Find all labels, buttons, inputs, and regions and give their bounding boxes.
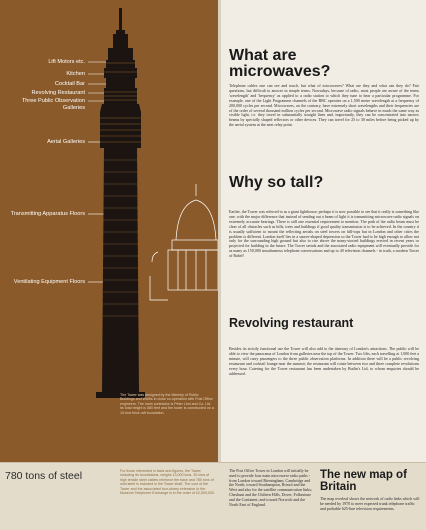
body-revolving-restaurant: Besides its strictly functional use the Tower will also add to the itinerary of London's attractions. The public will be able to view the panorama of London from galleries near the top of the Tower. Two lifts, each travelling at 1,000 feet a minute, will carry passengers to the three public observation platforms. In addition there will be a public revolving restaurant and cocktail lounge near the summit; the restaurant will rotate between two and three complete revolutions every hour. Catering for the Tower restaurant has been undertaken by Butlin's Ltd, to whom enquiries should be addressed.: [229, 346, 419, 376]
heading-revolving-restaurant: Revolving restaurant: [229, 316, 354, 330]
tower-illustration-panel: [0, 0, 218, 462]
body-microwaves: Telephone cables one can see and touch, but what of microwaves? What are they and what can they do? Fair questions, but difficult to answer in simple terms. Nowadays, because of radio, most people are aware of the terms 'wavelength' and 'frequency' as applied to a radio station to which they tune to hear a particular programme. For example, one of the Light Programme channels of the BBC operates on a 1,500 metre wavelength at a frequency of 200,000 cycles per second. Microwaves, on the contrary, have extremely short wavelengths and their frequencies are of the order of several thousand million cycles per second. Microwave radio signals behave in much the same way as visible light, i.e. they travel in substantially straight lines and, importantly, they can be concentrated into narrow beams by specially shaped reflectors or other devices. They can travel for 25 to 30 miles before being picked up by the aerial system at the next relay point.: [229, 83, 419, 128]
label-transmitting-floors: Transmitting Apparatus Floors: [10, 211, 85, 217]
st-pauls-outline: [150, 184, 218, 300]
tower-caption: The Tower was designed by the Ministry of Public Buildings and Works in close co-operation with Post Office engineers. The main contractor is Peter Lind and Co. Ltd. Its total height is 580 feet and the tower is constructed on a 10-foot thick raft foundation.: [120, 393, 214, 415]
label-cocktail-bar: Cocktail Bar: [54, 81, 85, 87]
label-lift-motors: Lift Motors etc.: [48, 59, 85, 65]
heading-steel: 780 tons of steel: [5, 470, 83, 482]
heading-microwaves: What are microwaves?: [229, 47, 331, 80]
body-why-so-tall: Earlier, the Tower was referred to as a giant lighthouse; perhaps it is now possible to see that it really is something like one, with the major difference that instead of sending out a beam of light it is transmitting microwave radio signals on extremely accurate bearings. There is still one essential requirement to mention. The path of the radio beam must be clear of all obstacles such as hills, trees and buildings if good quality transmission is to be achieved. In the country it is usually sufficient to mount the reflecting aerials on steel towers on hill-tops but in London and other cities the problem is different. London itself lies in a saucer-shaped depression so the Tower had to be high enough to allow not only for the surrounding high ground but also to rise above the many-storied buildings erected in recent years or projected for building in the future. The Tower serials and the associated radio equipment will eventually provide for as many as 150,000 simultaneous telephone conversations and up to 40 television channels - in truth, a modern Tower of Babel!: [229, 209, 419, 259]
heading-new-map: The new map of Britain: [320, 469, 407, 493]
body-steel: For those interested in facts and figures, the Tower, including its foundations, weighs 13,000 tons. 30 tons of high tensile steel cables reinforce the base and 780 tons of mild steel is included in the Tower shaft. The cost of the Tower and the associated four-storey extension to the Museum Telephone Exchange is in the order of £2,500,000.: [120, 469, 216, 496]
label-revolving-restaurant: Revolving Restaurant: [31, 90, 85, 96]
body-post-office-links: The Post Office Tower in London will initially be used to provide four main microwave radio paths - from London toward Birmingham, Cambridge and the North; toward Southampton, Bristol and the West and also for the satellite communication links; Cheshunt and the Chiltern Hills, Dover, Folkestone and the Continent; and toward Norwich and the North East of England.: [229, 468, 312, 507]
body-new-map: The map overleaf shows the network of radio links which will be needed by 1970 to meet expected trunk telephone traffic and probable 625-line television requirements.: [320, 496, 420, 511]
label-kitchen: Kitchen: [66, 71, 85, 77]
label-ventilating-floors: Ventilating Equipment Floors: [13, 279, 85, 285]
label-observation-galleries: Three Public Observation Galleries: [21, 98, 85, 111]
heading-why-so-tall: Why so tall?: [229, 174, 324, 191]
label-aerial-galleries: Aerial Galleries: [47, 139, 85, 145]
bottom-divider: [0, 462, 426, 463]
